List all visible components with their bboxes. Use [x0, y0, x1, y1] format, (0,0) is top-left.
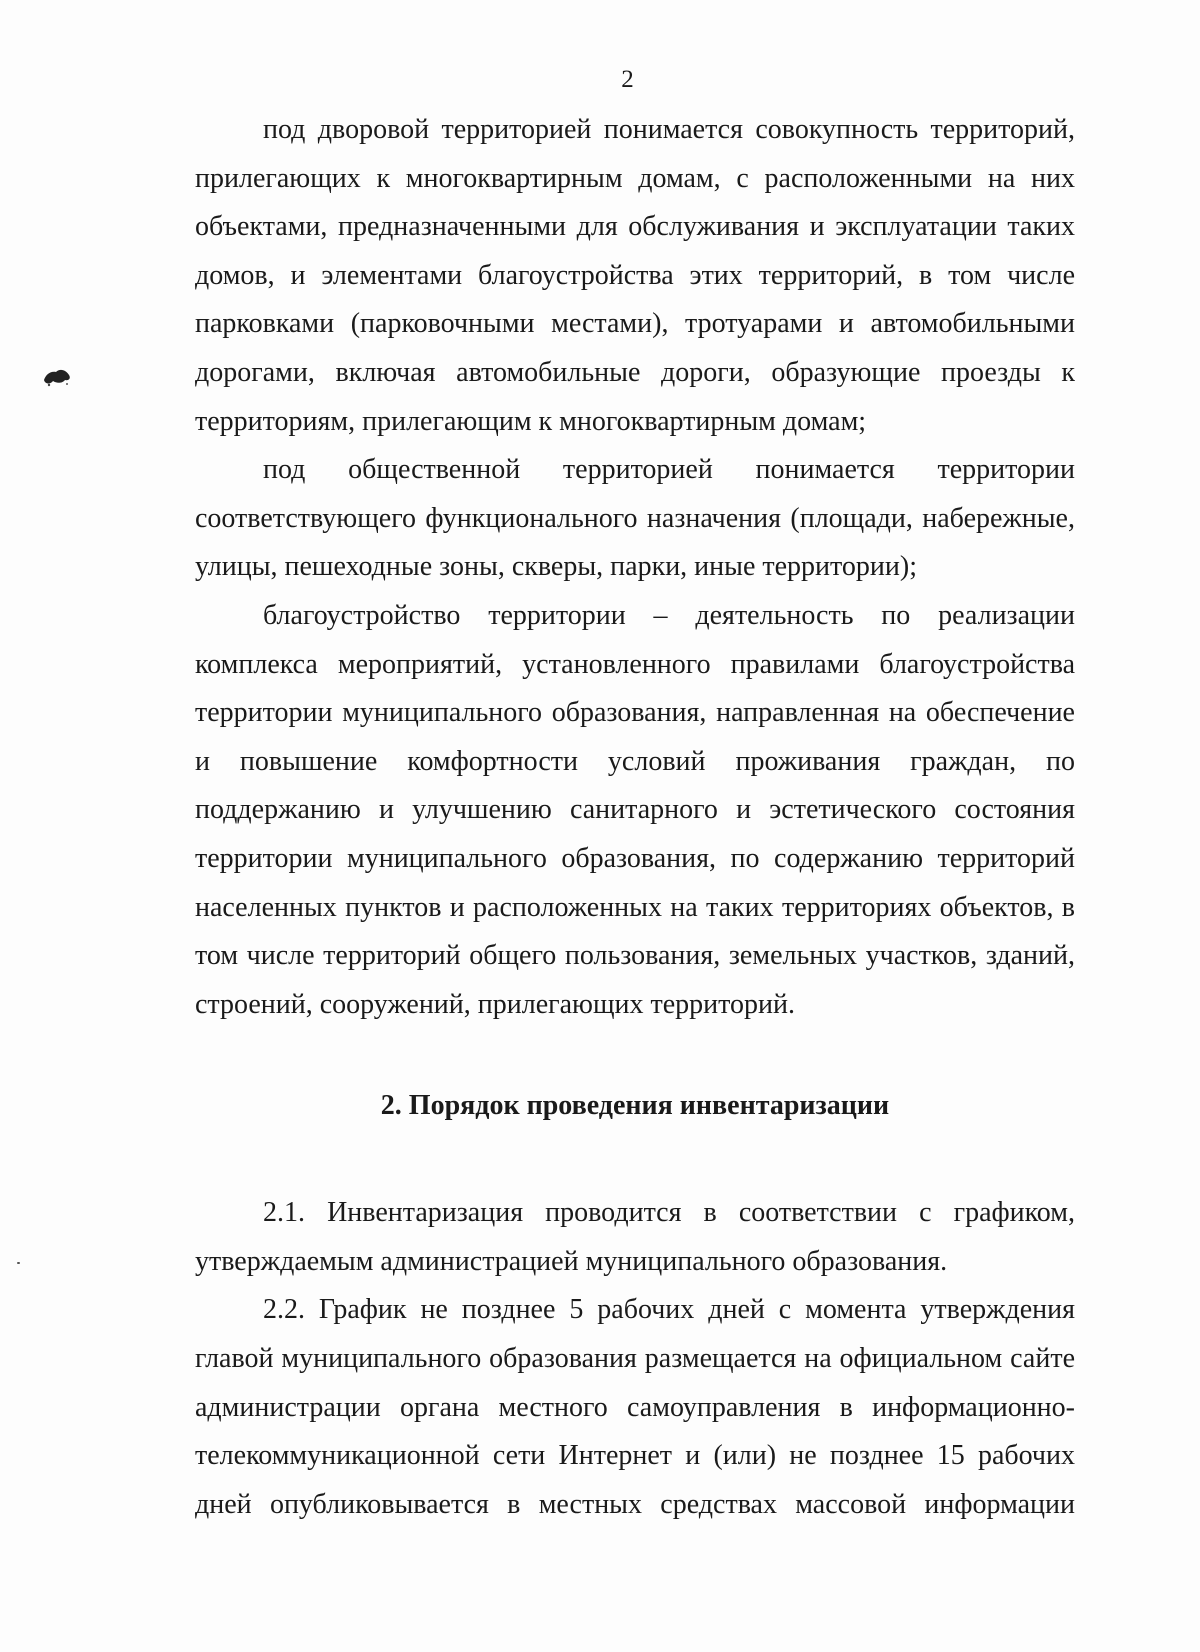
clause-2-2: 2.2. График не позднее 5 рабочих дней с момента утверждения главой муниципального образования размещается на официальном сайте администрации органа местного самоуправления в информационно-телекоммуникационной сети Интернет и (или) не позднее 15 рабочих дней опубликовывается в местных средствах массовой информации — [195, 1294, 1075, 1520]
document-body — [195, 106, 1075, 1529]
clause-2-1: 2.1. Инвентаризация проводится в соответствии с графиком, утверждаемым администрацией муниципального образования. — [195, 1197, 1075, 1277]
page-number: 2 — [621, 66, 634, 93]
definition-paragraph-public-territory: под общественной территорией понимается территории соответствующего функционального назначения (площади, набережные, улицы, пешеходные зоны, скверы, парки, иные территории); — [195, 454, 1075, 583]
scan-artifact-speck — [42, 366, 72, 388]
scan-artifact-dot — [17, 1262, 20, 1264]
definition-paragraph-courtyard: под дворовой территорией понимается совокупность территорий, прилегающих к многоквартирным домам, с расположенными на них объектами, предназначенными для обслуживания и эксплуатации таких домов, и элементами благоустройства этих территорий, в том числе парковками (парковочными местами), тротуарами и автомобильными дорогами, включая автомобильные дороги, образующие проезды к территориям, прилегающим к многоквартирным домам; — [195, 114, 1075, 437]
section-heading: 2. Порядок проведения инвентаризации — [380, 1090, 890, 1122]
definition-paragraph-improvement: благоустройство территории – деятельность по реализации комплекса мероприятий, установленного правилами благоустройства территории муниципального образования, направленная на обеспечение и повышение комфортности условий проживания граждан, по поддержанию и улучшению санитарного и эстетического состояния территории муниципального образования, по содержанию территорий населенных пунктов и расположенных на таких территориях объектов, в том числе территорий общего пользования, земельных участков, зданий, строений, сооружений, прилегающих территорий. — [195, 599, 1075, 1020]
